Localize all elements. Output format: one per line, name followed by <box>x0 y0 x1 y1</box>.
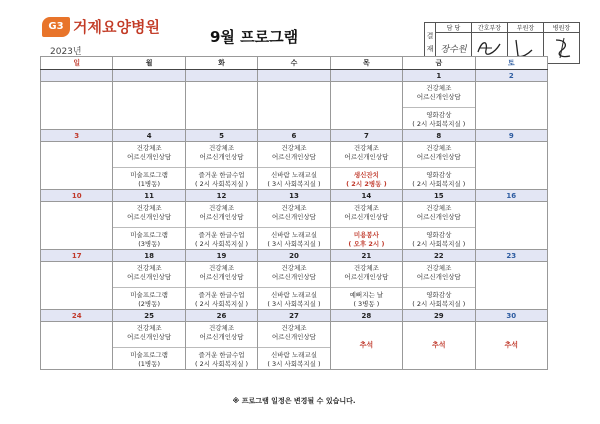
activity-text: 어르신개인상담 <box>416 153 461 161</box>
date-number: 11 <box>113 190 185 202</box>
program-text: ( 오후 2시 ) <box>348 240 385 248</box>
activity-text: 어르신개인상담 <box>199 213 244 221</box>
program-text: 즐거운 한글수업 <box>198 171 245 179</box>
activity-text: 어르신개인상담 <box>199 273 244 281</box>
date-number: 18 <box>113 250 185 262</box>
special-program <box>186 347 257 369</box>
approval-head: 간호부장 <box>472 23 508 33</box>
day-cell <box>330 262 402 310</box>
day-cell <box>113 202 185 250</box>
special-program <box>186 167 257 189</box>
special-program <box>258 227 329 249</box>
day-cell <box>403 82 475 130</box>
date-number: 9 <box>475 130 547 142</box>
activity-text: 어르신개인상담 <box>127 213 172 221</box>
program-row <box>41 142 548 190</box>
program-text: ( 2시 사회복지실 ) <box>412 300 466 308</box>
program-text: ( 3시 사회복지실 ) <box>267 240 321 248</box>
daily-activities <box>331 202 402 222</box>
program-text: 영화감상 <box>426 231 452 239</box>
daily-activities <box>403 82 474 102</box>
activity-text: 어르신개인상담 <box>416 273 461 281</box>
special-program <box>113 347 184 369</box>
date-number <box>41 70 113 82</box>
weekday-header-row <box>41 57 548 70</box>
special-program <box>258 347 329 369</box>
date-number: 6 <box>258 130 330 142</box>
activity-text: 건강체조 <box>426 204 452 212</box>
program-text: (1병동) <box>138 360 161 368</box>
activity-text: 건강체조 <box>281 144 307 152</box>
program-text: (2병동) <box>138 300 161 308</box>
activity-text: 어르신개인상담 <box>272 273 316 281</box>
program-text: ( 2시 2병동 ) <box>346 180 387 188</box>
date-number: 2 <box>475 70 547 82</box>
date-number: 13 <box>258 190 330 202</box>
program-text: 신바람 노래교실 <box>270 351 317 359</box>
day-cell <box>258 82 330 130</box>
activity-text: 어르신개인상담 <box>344 153 389 161</box>
activity-text: 어르신개인상담 <box>272 333 316 341</box>
date-number: 15 <box>403 190 475 202</box>
daily-activities <box>331 142 402 162</box>
program-text: 즐거운 한글수업 <box>198 291 245 299</box>
day-cell <box>185 82 257 130</box>
program-text: ( 2시 사회복지실 ) <box>195 360 249 368</box>
program-text: 즐거운 한글수업 <box>198 231 245 239</box>
approval-head: 병원장 <box>544 23 580 33</box>
daily-activities <box>113 322 184 342</box>
special-program <box>403 107 474 129</box>
daily-activities <box>258 322 329 342</box>
program-text: ( 3시 사회복지실 ) <box>267 360 321 368</box>
date-number: 24 <box>41 310 113 322</box>
program-row <box>41 322 548 370</box>
day-cell <box>113 82 185 130</box>
weekday-thu: 목 <box>330 57 402 70</box>
activity-text: 건강체조 <box>136 204 162 212</box>
day-cell <box>41 142 113 190</box>
logo-icon: G3 <box>42 17 70 37</box>
day-cell <box>41 322 113 370</box>
activity-text: 건강체조 <box>281 204 307 212</box>
date-number: 8 <box>403 130 475 142</box>
weekday-sat: 토 <box>475 57 547 70</box>
date-row <box>41 310 548 322</box>
day-cell <box>258 142 330 190</box>
program-row <box>41 82 548 130</box>
activity-text: 건강체조 <box>426 264 452 272</box>
special-program <box>331 287 402 309</box>
program-text: 미술프로그램 <box>130 291 168 299</box>
activity-text: 건강체조 <box>426 144 452 152</box>
day-cell <box>403 202 475 250</box>
program-text: 미술프로그램 <box>130 231 168 239</box>
date-number: 3 <box>41 130 113 142</box>
date-number: 29 <box>403 310 475 322</box>
footer-note: ※ 프로그램 일정은 변경될 수 있습니다. <box>232 397 356 405</box>
activity-text: 어르신개인상담 <box>272 213 316 221</box>
program-text: 미술프로그램 <box>130 351 168 359</box>
day-cell <box>475 202 547 250</box>
program-text: ( 2시 사회복지실 ) <box>412 120 466 128</box>
special-program <box>403 227 474 249</box>
date-row <box>41 190 548 202</box>
program-text: 영화감상 <box>426 111 452 119</box>
date-row <box>41 70 548 82</box>
program-text: 생신잔치 <box>353 171 379 179</box>
approval-sign-director <box>544 33 580 64</box>
program-text: 신바람 노래교실 <box>270 291 317 299</box>
date-number: 23 <box>475 250 547 262</box>
program-text: ( 2시 사회복지실 ) <box>195 300 249 308</box>
date-number: 10 <box>41 190 113 202</box>
weekday-wed: 수 <box>258 57 330 70</box>
weekday-tue: 화 <box>185 57 257 70</box>
approval-head: 부원장 <box>508 23 544 33</box>
day-cell <box>41 82 113 130</box>
special-program <box>331 167 402 189</box>
daily-activities <box>186 262 257 282</box>
date-number: 7 <box>330 130 402 142</box>
day-cell <box>185 142 257 190</box>
date-number: 14 <box>330 190 402 202</box>
activity-text: 건강체조 <box>136 324 162 332</box>
program-text: ( 2시 사회복지실 ) <box>412 180 466 188</box>
activity-text: 건강체조 <box>353 144 379 152</box>
special-program <box>331 227 402 249</box>
day-cell <box>403 262 475 310</box>
activity-text: 건강체조 <box>281 264 307 272</box>
daily-activities <box>186 202 257 222</box>
day-cell <box>258 322 330 370</box>
program-text: ( 3병동 ) <box>353 300 380 308</box>
signature-name: 장수원 <box>440 44 467 55</box>
special-program <box>258 167 329 189</box>
hospital-logo <box>42 16 160 37</box>
date-number: 22 <box>403 250 475 262</box>
daily-activities <box>258 262 329 282</box>
day-cell <box>41 262 113 310</box>
activity-text: 어르신개인상담 <box>272 153 316 161</box>
special-program <box>113 167 184 189</box>
date-number: 28 <box>330 310 402 322</box>
activity-text: 어르신개인상담 <box>199 333 244 341</box>
signature-icon <box>546 36 578 60</box>
program-row <box>41 262 548 310</box>
special-program <box>258 287 329 309</box>
date-row <box>41 130 548 142</box>
activity-text: 건강체조 <box>281 324 307 332</box>
weekday-mon: 월 <box>113 57 185 70</box>
daily-activities <box>403 202 474 222</box>
day-cell <box>258 262 330 310</box>
approval-side-label: 결 재 <box>425 23 436 64</box>
activity-text: 건강체조 <box>353 204 379 212</box>
special-program <box>403 167 474 189</box>
day-cell <box>113 322 185 370</box>
program-text: 미용봉사 <box>353 231 379 239</box>
daily-activities <box>403 262 474 282</box>
date-number: 16 <box>475 190 547 202</box>
activity-text: 건강체조 <box>208 264 235 272</box>
day-cell <box>185 322 257 370</box>
weekday-fri: 금 <box>403 57 475 70</box>
date-number <box>113 70 185 82</box>
daily-activities <box>186 142 257 162</box>
activity-text: 어르신개인상담 <box>127 333 172 341</box>
date-number: 21 <box>330 250 402 262</box>
date-number <box>185 70 257 82</box>
day-cell <box>41 202 113 250</box>
activity-text: 어르신개인상담 <box>127 273 172 281</box>
weekday-sun: 일 <box>41 57 113 70</box>
date-number: 19 <box>185 250 257 262</box>
date-number: 17 <box>41 250 113 262</box>
daily-activities <box>113 262 184 282</box>
activity-text: 어르신개인상담 <box>344 213 389 221</box>
day-cell <box>113 262 185 310</box>
daily-activities <box>403 142 474 162</box>
day-cell <box>185 202 257 250</box>
program-text: ( 2시 사회복지실 ) <box>412 240 466 248</box>
year-label: 2023년 <box>50 47 82 57</box>
daily-activities <box>113 142 184 162</box>
day-cell <box>330 202 402 250</box>
date-number: 12 <box>185 190 257 202</box>
daily-activities <box>113 202 184 222</box>
day-cell <box>330 82 402 130</box>
program-text: ( 2시 사회복지실 ) <box>195 240 249 248</box>
activity-text: 건강체조 <box>136 144 162 152</box>
special-program <box>186 287 257 309</box>
activity-text: 어르신개인상담 <box>416 93 461 101</box>
day-cell <box>475 82 547 130</box>
program-text: 신바람 노래교실 <box>270 231 317 239</box>
program-text: ( 3시 사회복지실 ) <box>267 300 321 308</box>
day-cell <box>185 262 257 310</box>
holiday-label: 추석 <box>475 322 547 370</box>
holiday-label: 추석 <box>403 322 475 370</box>
special-program <box>113 227 184 249</box>
activity-text: 어르신개인상담 <box>199 153 244 161</box>
date-number: 5 <box>185 130 257 142</box>
daily-activities <box>258 142 329 162</box>
program-text: 신바람 노래교실 <box>270 171 317 179</box>
activity-text: 건강체조 <box>208 204 235 212</box>
calendar-table <box>40 56 548 370</box>
activity-text: 건강체조 <box>208 324 235 332</box>
day-cell <box>475 142 547 190</box>
daily-activities <box>331 262 402 282</box>
program-text: (1병동) <box>138 180 161 188</box>
date-number: 25 <box>113 310 185 322</box>
program-text: 즐거운 한글수업 <box>198 351 245 359</box>
program-text: ( 2시 사회복지실 ) <box>195 180 249 188</box>
date-number: 1 <box>403 70 475 82</box>
day-cell <box>403 142 475 190</box>
daily-activities <box>186 322 257 342</box>
daily-activities <box>258 202 329 222</box>
activity-text: 건강체조 <box>136 264 162 272</box>
program-text: 영화감상 <box>426 291 452 299</box>
activity-text: 어르신개인상담 <box>127 153 172 161</box>
program-text: 예뻐지는 날 <box>349 291 384 299</box>
program-text: 영화감상 <box>426 171 452 179</box>
special-program <box>186 227 257 249</box>
date-number <box>330 70 402 82</box>
activity-text: 건강체조 <box>208 144 235 152</box>
hospital-name: 거제요양병원 <box>73 18 160 36</box>
program-row <box>41 202 548 250</box>
approval-head: 담 당 <box>436 23 472 33</box>
activity-text: 건강체조 <box>353 264 379 272</box>
date-number: 20 <box>258 250 330 262</box>
page-title: 9월 프로그램 <box>210 28 299 46</box>
activity-text: 어르신개인상담 <box>344 273 389 281</box>
day-cell <box>113 142 185 190</box>
holiday-label: 추석 <box>330 322 402 370</box>
date-row <box>41 250 548 262</box>
special-program <box>113 287 184 309</box>
date-number: 27 <box>258 310 330 322</box>
day-cell <box>330 142 402 190</box>
activity-text: 건강체조 <box>426 84 452 92</box>
date-number: 4 <box>113 130 185 142</box>
program-text: 미술프로그램 <box>130 171 168 179</box>
activity-text: 어르신개인상담 <box>416 213 461 221</box>
date-number: 30 <box>475 310 547 322</box>
special-program <box>403 287 474 309</box>
program-text: (3병동) <box>138 240 161 248</box>
day-cell <box>258 202 330 250</box>
day-cell <box>475 262 547 310</box>
program-text: ( 3시 사회복지실 ) <box>267 180 321 188</box>
date-number <box>258 70 330 82</box>
date-number: 26 <box>185 310 257 322</box>
